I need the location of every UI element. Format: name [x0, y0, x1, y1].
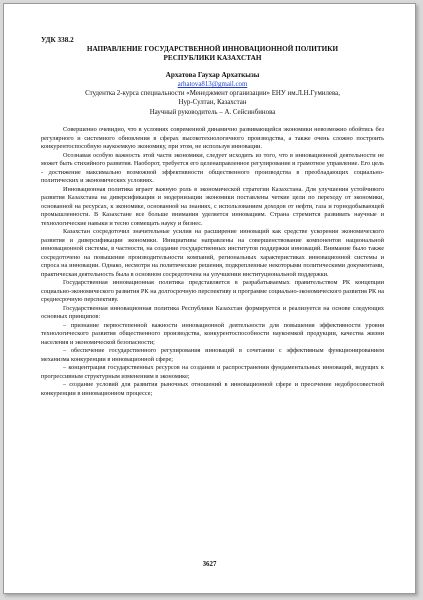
list-item: – концентрация государственных ресурсов на создании и распространении фундаментальных инноваций, ведущих к прогрессивным структурным изменениям в экономике;: [41, 364, 384, 380]
title-line-2: РЕСПУБЛИКИ КАЗАХСТАН: [163, 53, 262, 62]
author-name: Архатова Гаухар Архаткызы: [165, 71, 260, 80]
page-content: [41, 36, 384, 398]
article-title: [41, 45, 384, 62]
list-item: – создание условий для развития рыночных отношений в инновационной сфере и пресечение недобросовестной конкуренции в инновационном процессе;: [41, 381, 384, 397]
author-email-link[interactable]: arhatova813@gmail.com: [177, 81, 248, 89]
paragraph: Государственная инновационная политика Республики Казахстан формируется и реализуется на основе следующих основных принципов:: [41, 304, 384, 321]
author-affiliation: Студентка 2-курса специальности «Менеджмент организации» ЕНУ им.Л.Н.Гумилева,: [85, 90, 340, 98]
paragraph: Государственная инновационная политика представляется в разрабатываемых правительством РК концепции социально-экономического развития РК на долгосрочную перспективу и программе социально-экономического развития РК на среднесрочную перспективу.: [41, 279, 384, 304]
paragraph: Осознавая особую важность этой части экономики, следует исходить из того, что в инновационной деятельности не может быть стихийного развития. Наоборот, требуется его целенаправленное регулирование и грамотное управление. Его цель - достижение максимально возможной эффективности общественного производства в преобладающих социально-политических и экономических условиях.: [41, 151, 384, 185]
paragraph: Казахстан сосредоточил значительные усилия на расширение инноваций как средстве ускорения экономического развития и диверсификации экономики. Инициативы направлены на совершенствование компонентов национальной инновационной системы, в частности, на создание государственных институтов поддержки инноваций. Внимание было также сосредоточено на повышение производительности компаний, региональных характеристиках инновационной системы и спроса на инновации. Однако, несмотря на политические решения, подкрепленные некоторыми политическими документами, практическая деятельность была в основном сосредоточена на улучшении институциональной поддержки.: [41, 228, 384, 278]
scientific-supervisor: Научный руководитель – А. Сейсинбинова: [149, 108, 276, 116]
page-number: 3627: [202, 561, 217, 568]
udc-code: УДК 338.2: [41, 36, 74, 44]
author-location: Нур-Султан, Казахстан: [178, 99, 247, 107]
paragraph: Инновационная политика играет важную роль в экономической стратегии Казахстана. Для улучшения устойчивого развития Казахстана на диверсификации и модернизации экономики поставлены четкие цели по переходу от экономики, основанной на ресурсах, к экономике, основанной на знаниях, с использованием доходов от нефти, газа и горнодобывающей промышленности. В Казахстане все больше внимания уделяется инновациям. Страна стремится развивать научные и технологические навыки и тесно совмещать науку и бизнес.: [41, 185, 384, 227]
paragraph: Совершенно очевидно, что в условиях современной динамично развивающейся экономики невозможно обойтись без регулярного и системного обновления в сферах высокотехнологичного производства, а также очень сложно построить конкурентоспособную наукоемкую экономику, при этом, не используя инновации.: [41, 126, 384, 151]
document-page: [3, 3, 416, 594]
list-item: – признание первостепенной важности инновационной деятельности для повышения эффективности уровня технологического развития общественного производства, конкурентоспособности наукоемкой продукции, качества жизни населения и экономической безопасности;: [41, 321, 384, 346]
list-item: – обеспечение государственного регулирования инноваций в сочетании с эффективным функционированием механизма конкуренции в инновационной сфере;: [41, 347, 384, 363]
title-line-1: НАПРАВЛЕНИЕ ГОСУДАРСТВЕННОЙ ИННОВАЦИОННОЙ ПОЛИТИКИ: [86, 45, 339, 53]
article-body: [41, 126, 384, 398]
